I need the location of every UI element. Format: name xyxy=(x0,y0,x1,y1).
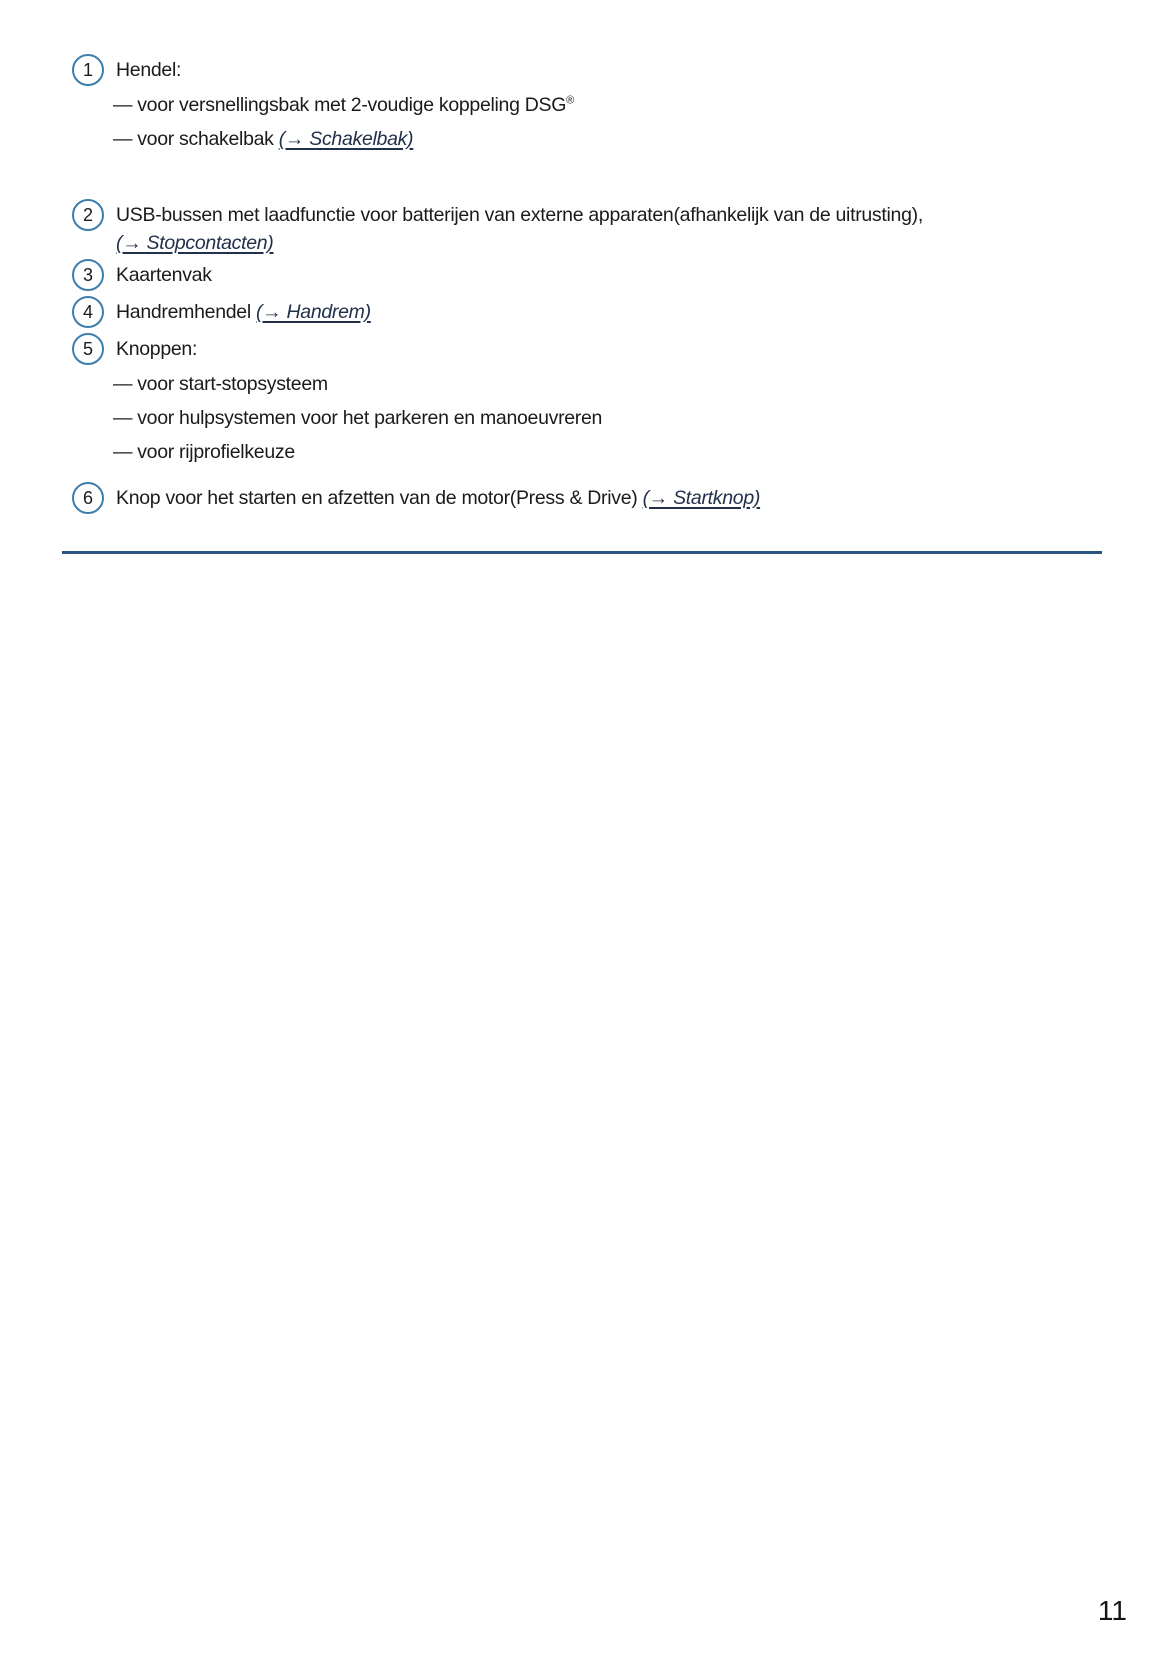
legend-item-3 xyxy=(72,259,1125,291)
sub-item xyxy=(113,122,1125,156)
sub-item xyxy=(113,367,1125,401)
page-number: 11 xyxy=(1097,1595,1127,1626)
sub-item xyxy=(113,88,1125,122)
cross-reference-link[interactable]: (→ Startknop) xyxy=(642,487,761,509)
sub-item-text xyxy=(137,401,602,435)
page-content xyxy=(0,0,1165,554)
legend-item-1 xyxy=(72,54,1125,86)
legend-item-2 xyxy=(72,199,1125,257)
item-number-badge: 4 xyxy=(72,296,104,328)
sub-item xyxy=(113,435,1125,469)
legend-item-5 xyxy=(72,333,1125,365)
item-number-badge: 3 xyxy=(72,259,104,291)
item-text xyxy=(116,199,923,257)
dash-bullet: — xyxy=(113,128,133,150)
item-text-segment: voor start-stopsysteem xyxy=(137,373,328,395)
sub-item-text xyxy=(137,122,413,156)
cross-reference-link[interactable]: (→ Schakelbak) xyxy=(278,128,414,150)
item-text xyxy=(116,296,371,326)
item-text-segment: Knoppen: xyxy=(116,338,198,360)
item-text-segment: voor versnellingsbak met 2-voudige koppeling DSG xyxy=(137,94,567,116)
sub-item-text xyxy=(137,367,328,401)
sub-item-text xyxy=(137,88,574,122)
dash-bullet: — xyxy=(113,407,133,429)
item-number-badge: 1 xyxy=(72,54,104,86)
item-number-badge: 2 xyxy=(72,199,104,231)
sub-item-text xyxy=(137,435,295,469)
item-text-segment: voor schakelbak xyxy=(137,128,279,150)
legend-item-6 xyxy=(72,482,1125,514)
dash-bullet: — xyxy=(113,441,133,463)
item-text xyxy=(116,482,760,512)
registered-trademark-symbol: ® xyxy=(566,94,574,107)
cross-reference-link[interactable]: (→ Stopcontacten) xyxy=(116,232,274,254)
item-text-segment: Kaartenvak xyxy=(116,264,212,286)
item-text-segment: Knop voor het starten en afzetten van de motor(Press & Drive) xyxy=(116,487,643,509)
item-number-badge: 6 xyxy=(72,482,104,514)
item-text xyxy=(116,333,197,363)
item-text-segment: USB-bussen met laadfunctie voor batterijen van externe apparaten(afhankelijk van de uitrusting), xyxy=(116,204,923,226)
item-text-segment: Handremhendel xyxy=(116,301,256,323)
sub-item xyxy=(113,401,1125,435)
item-text-segment: Hendel: xyxy=(116,59,182,81)
item-text-segment: voor rijprofielkeuze xyxy=(137,441,295,463)
separator-line xyxy=(62,551,1102,554)
legend-item-4 xyxy=(72,296,1125,328)
legend-list xyxy=(72,54,1125,514)
cross-reference-link[interactable]: (→ Handrem) xyxy=(255,301,371,323)
item-text-segment: voor hulpsystemen voor het parkeren en manoeuvreren xyxy=(137,407,603,429)
dash-bullet: — xyxy=(113,373,133,395)
item-text xyxy=(116,54,181,84)
dash-bullet: — xyxy=(113,94,133,116)
item-text xyxy=(116,259,212,289)
item-number-badge: 5 xyxy=(72,333,104,365)
